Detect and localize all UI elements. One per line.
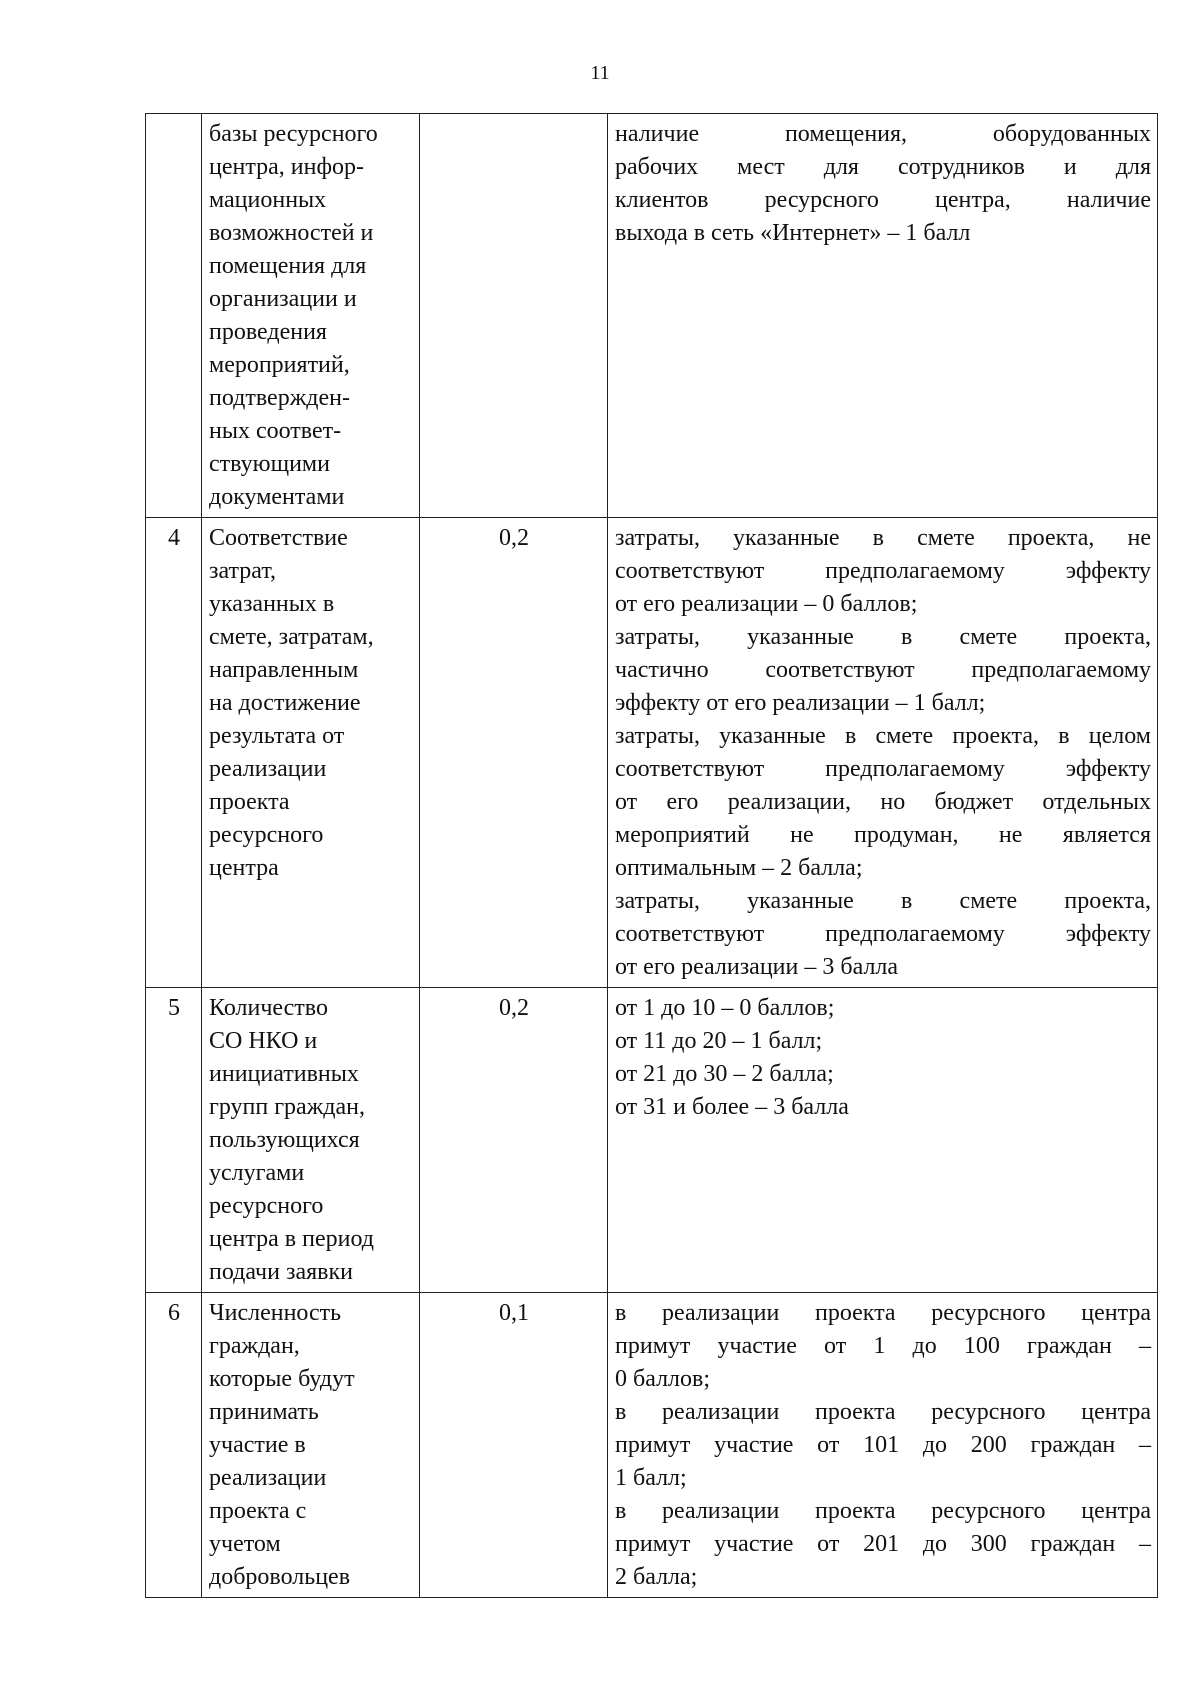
scoring-description-line: примут участие от 201 до 300 граждан – xyxy=(615,1531,1151,1557)
criterion-name-line: затрат, xyxy=(209,558,277,584)
weight-cell: 0,1 xyxy=(420,1293,608,1598)
criterion-name-line: Численность xyxy=(209,1300,342,1326)
scoring-description-line: от его реализации – 3 балла xyxy=(615,954,899,980)
criterion-name-cell xyxy=(202,518,420,988)
criterion-name-line: принимать xyxy=(209,1399,319,1425)
criterion-name-line: помещения для xyxy=(209,253,367,279)
criterion-name-line: проекта xyxy=(209,789,290,815)
criterion-name-line: СО НКО и xyxy=(209,1028,318,1054)
criterion-name-line: смете, затратам, xyxy=(209,624,374,650)
scoring-description-line: 1 балл; xyxy=(615,1465,687,1491)
scoring-description-line: от его реализации – 0 баллов; xyxy=(615,591,918,617)
criterion-name-line: ных соответ- xyxy=(209,418,342,444)
scoring-description-cell xyxy=(608,988,1158,1293)
scoring-description-line: эффекту от его реализации – 1 балл; xyxy=(615,690,986,716)
scoring-description-line: затраты, указанные в смете проекта, в целом xyxy=(615,723,1151,749)
criterion-name-line: инициативных xyxy=(209,1061,359,1087)
row-number-cell xyxy=(146,114,202,518)
scoring-description-line: соответствуют предполагаемому эффекту xyxy=(615,921,1151,947)
scoring-description-line: от 31 и более – 3 балла xyxy=(615,1094,849,1120)
scoring-description-line: затраты, указанные в смете проекта, не xyxy=(615,525,1151,551)
criterion-name-line: Соответствие xyxy=(209,525,348,551)
criterion-name-line: пользующихся xyxy=(209,1127,360,1153)
criterion-name-cell xyxy=(202,114,420,518)
criterion-name-line: добровольцев xyxy=(209,1564,351,1590)
row-number-cell: 6 xyxy=(146,1293,202,1598)
criterion-name-line: граждан, xyxy=(209,1333,300,1359)
scoring-description-cell xyxy=(608,1293,1158,1598)
criterion-name-line: учетом xyxy=(209,1531,281,1557)
criterion-name-line: ресурсного xyxy=(209,822,324,848)
table-row xyxy=(146,1293,1158,1598)
row-number-cell: 5 xyxy=(146,988,202,1293)
scoring-description-line: затраты, указанные в смете проекта, xyxy=(615,888,1151,914)
criterion-name-line: мероприятий, xyxy=(209,352,350,378)
criterion-name-line: базы ресурсного xyxy=(209,121,378,147)
criterion-name-line: центра, инфор- xyxy=(209,154,365,180)
table-row xyxy=(146,518,1158,988)
criterion-name-line: мационных xyxy=(209,187,327,213)
scoring-description-line: в реализации проекта ресурсного центра xyxy=(615,1399,1151,1425)
criteria-table-body xyxy=(146,114,1158,1598)
criterion-name-line: документами xyxy=(209,484,345,510)
scoring-description-line: примут участие от 1 до 100 граждан – xyxy=(615,1333,1151,1359)
criterion-name-line: центра xyxy=(209,855,279,881)
criterion-name-line: возможностей и xyxy=(209,220,374,246)
scoring-description-line: от 11 до 20 – 1 балл; xyxy=(615,1028,823,1054)
criterion-name-line: ресурсного xyxy=(209,1193,324,1219)
weight-cell: 0,2 xyxy=(420,518,608,988)
scoring-description-line: оптимальным – 2 балла; xyxy=(615,855,863,881)
criterion-name-line: подтвержден- xyxy=(209,385,350,411)
criteria-table xyxy=(145,113,1158,1598)
scoring-description-line: частично соответствуют предполагаемому xyxy=(615,657,1151,683)
criterion-name-line: участие в xyxy=(209,1432,306,1458)
criterion-name-line: реализации xyxy=(209,756,327,782)
scoring-description-line: 0 баллов; xyxy=(615,1366,711,1392)
criterion-name-line: которые будут xyxy=(209,1366,355,1392)
criterion-name-line: групп граждан, xyxy=(209,1094,365,1120)
scoring-description-line: в реализации проекта ресурсного центра xyxy=(615,1300,1151,1326)
criterion-name-cell xyxy=(202,1293,420,1598)
criterion-name-line: организации и xyxy=(209,286,357,312)
scoring-description-line: примут участие от 101 до 200 граждан – xyxy=(615,1432,1151,1458)
criterion-name-line: на достижение xyxy=(209,690,361,716)
scoring-description-line: от 21 до 30 – 2 балла; xyxy=(615,1061,834,1087)
page-number: 11 xyxy=(590,62,610,84)
scoring-description-line: рабочих мест для сотрудников и для xyxy=(615,154,1151,180)
scoring-description-line: мероприятий не продуман, не является xyxy=(615,822,1151,848)
table-row xyxy=(146,988,1158,1293)
scoring-description-line: соответствуют предполагаемому эффекту xyxy=(615,558,1151,584)
weight-cell xyxy=(420,114,608,518)
row-number-cell: 4 xyxy=(146,518,202,988)
scoring-description-line: выхода в сеть «Интернет» – 1 балл xyxy=(615,220,971,246)
criterion-name-line: результата от xyxy=(209,723,345,749)
scoring-description-line: в реализации проекта ресурсного центра xyxy=(615,1498,1151,1524)
criterion-name-line: реализации xyxy=(209,1465,327,1491)
criterion-name-line: ствующими xyxy=(209,451,330,477)
scoring-description-line: соответствуют предполагаемому эффекту xyxy=(615,756,1151,782)
criterion-name-line: указанных в xyxy=(209,591,335,617)
scoring-description-cell xyxy=(608,114,1158,518)
scoring-description-line: клиентов ресурсного центра, наличие xyxy=(615,187,1151,213)
weight-cell: 0,2 xyxy=(420,988,608,1293)
criterion-name-line: подачи заявки xyxy=(209,1259,353,1285)
criterion-name-line: центра в период xyxy=(209,1226,374,1252)
criterion-name-line: проведения xyxy=(209,319,327,345)
criterion-name-line: направленным xyxy=(209,657,359,683)
table-row xyxy=(146,114,1158,518)
scoring-description-cell xyxy=(608,518,1158,988)
scoring-description-line: наличие помещения, оборудованных xyxy=(615,121,1151,147)
scoring-description-line: 2 балла; xyxy=(615,1564,698,1590)
criterion-name-cell xyxy=(202,988,420,1293)
scoring-description-line: от его реализации, но бюджет отдельных xyxy=(615,789,1151,815)
criterion-name-line: Количество xyxy=(209,995,328,1021)
scoring-description-line: от 1 до 10 – 0 баллов; xyxy=(615,995,835,1021)
criterion-name-line: проекта с xyxy=(209,1498,307,1524)
criterion-name-line: услугами xyxy=(209,1160,305,1186)
scoring-description-line: затраты, указанные в смете проекта, xyxy=(615,624,1151,650)
